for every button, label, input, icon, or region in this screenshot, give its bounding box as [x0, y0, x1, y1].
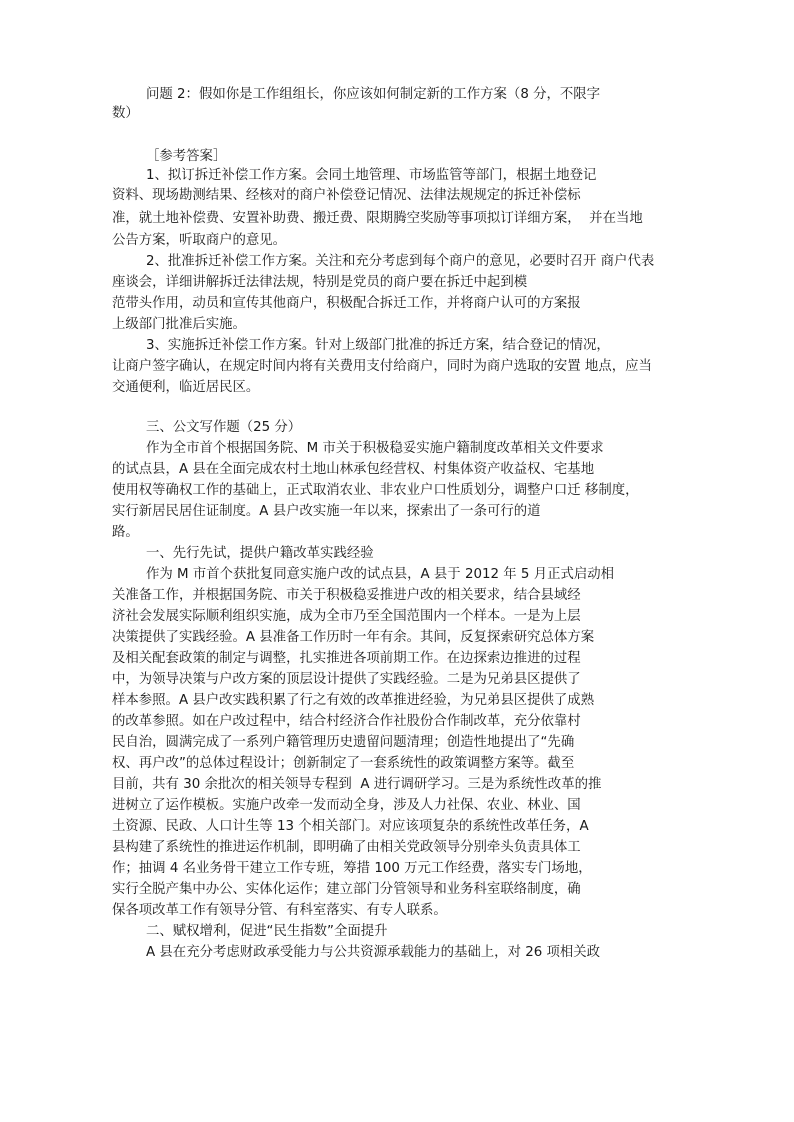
- answer-line: 交通便利，临近居民区。: [112, 380, 260, 395]
- essay-line: 济社会发展实际顺利组织实施，成为全市乃至全国范围内一个样本。一是为上层: [112, 609, 581, 624]
- question-line-2: 数）: [112, 106, 139, 121]
- answer-line: 准，就土地补偿费、安置补助费、搬迁费、限期腾空奖励等事项拟订详细方案， 并在当地: [112, 211, 643, 226]
- essay-line: 进树立了运作模板。实施户改牵一发而动全身，涉及人力社保、农业、林业、国: [112, 798, 581, 813]
- answer-line: 资料、现场勘测结果、经核对的商户补偿登记情况、法律法规规定的拆迁补偿标: [112, 188, 581, 203]
- reference-answer-heading: ［参考答案］: [146, 149, 227, 164]
- essay-line: 保各项改革工作有领导分管、有科室落实、有专人联系。: [112, 903, 447, 918]
- answer-line: 1、拟订拆迁补偿工作方案。会同土地管理、市场监管等部门，根据土地登记: [146, 168, 597, 183]
- answer-line: 座谈会，详细讲解拆迁法律法规，特别是党员的商户要在拆迁中起到模: [112, 275, 528, 290]
- essay-line: 作为 M 市首个获批复同意实施户改的试点县，A 县于 2012 年 5 月正式启动相: [146, 567, 615, 582]
- essay-line: A 县在充分考虑财政承受能力与公共资源承载能力的基础上，对 26 项相关政: [146, 945, 601, 960]
- essay-line: 民自治，圆满完成了一系列户籍管理历史遗留问题清理；创造性地提出了“先确: [112, 735, 575, 750]
- answer-line: 2、批准拆迁补偿工作方案。关注和充分考虑到每个商户的意见，必要时召开 商户代表: [146, 254, 655, 269]
- essay-line: 县构建了系统性的推进运作机制，即明确了由相关党政领导分别牵头负责具体工: [112, 840, 581, 855]
- essay-line: 实行全脱产集中办公、实体化运作；建立部门分管领导和业务科室联络制度，确: [112, 882, 581, 897]
- subsection-heading: 二、赋权增利，促进“民生指数”全面提升: [146, 924, 388, 939]
- question-line-1: 问题 2：假如你是工作组组长，你应该如何制定新的工作方案（8 分，不限字: [146, 87, 601, 102]
- essay-line: 决策提供了实践经验。A 县准备工作历时一年有余。其间，反复探索研究总体方案: [112, 630, 595, 645]
- essay-line: 作；抽调 4 名业务骨干建立工作专班，筹措 100 万元工作经费，落实专门场地，: [112, 861, 592, 876]
- section-heading: 三、公文写作题（25 分）: [146, 420, 302, 435]
- answer-line: 公告方案，听取商户的意见。: [112, 233, 287, 248]
- essay-line: 作为全市首个根据国务院、M 市关于积极稳妥实施户籍制度改革相关文件要求: [146, 441, 604, 456]
- answer-line: 范带头作用，动员和宣传其他商户，积极配合拆迁工作，并将商户认可的方案报: [112, 296, 581, 311]
- essay-line: 路。: [112, 525, 139, 540]
- essay-line: 目前，共有 30 余批次的相关领导专程到 A 进行调研学习。三是为系统性改革的推: [112, 777, 602, 792]
- essay-line: 及相关配套政策的制定与调整，扎实推进各项前期工作。在边探索边推进的过程: [112, 651, 581, 666]
- essay-line: 实行新居民居住证制度。A 县户改实施一年以来，探索出了一条可行的道: [112, 504, 541, 519]
- answer-line: 上级部门批准后实施。: [112, 317, 246, 332]
- subsection-heading: 一、先行先试，提供户籍改革实践经验: [146, 546, 374, 561]
- essay-line: 关准备工作，并根据国务院、市关于积极稳妥推进户改的相关要求，结合县域经: [112, 588, 581, 603]
- essay-line: 的试点县，A 县在全面完成农村土地山林承包经营权、村集体资产收益权、宅基地: [112, 462, 595, 477]
- essay-line: 中，为领导决策与户改方案的顶层设计提供了实践经验。二是为兄弟县区提供了: [112, 672, 581, 687]
- essay-line: 的改革参照。如在户改过程中，结合村经济合作社股份合作制改革，充分依靠村: [112, 714, 581, 729]
- essay-line: 样本参照。A 县户改实践积累了行之有效的改革推进经验，为兄弟县区提供了成熟: [112, 693, 595, 708]
- essay-line: 使用权等确权工作的基础上，正式取消农业、非农业户口性质划分，调整户口迁 移制度，: [112, 483, 639, 498]
- essay-line: 权、再户改”的总体过程设计；创新制定了一套系统性的政策调整方案等。截至: [112, 756, 575, 771]
- answer-line: 3、实施拆迁补偿工作方案。针对上级部门批准的拆迁方案，结合登记的情况，: [146, 338, 610, 353]
- answer-line: 让商户签字确认，在规定时间内将有关费用支付给商户，同时为商户选取的安置 地点，应当: [112, 359, 652, 374]
- essay-line: 土资源、民政、人口计生等 13 个相关部门。对应该项复杂的系统性改革任务，A: [112, 819, 589, 834]
